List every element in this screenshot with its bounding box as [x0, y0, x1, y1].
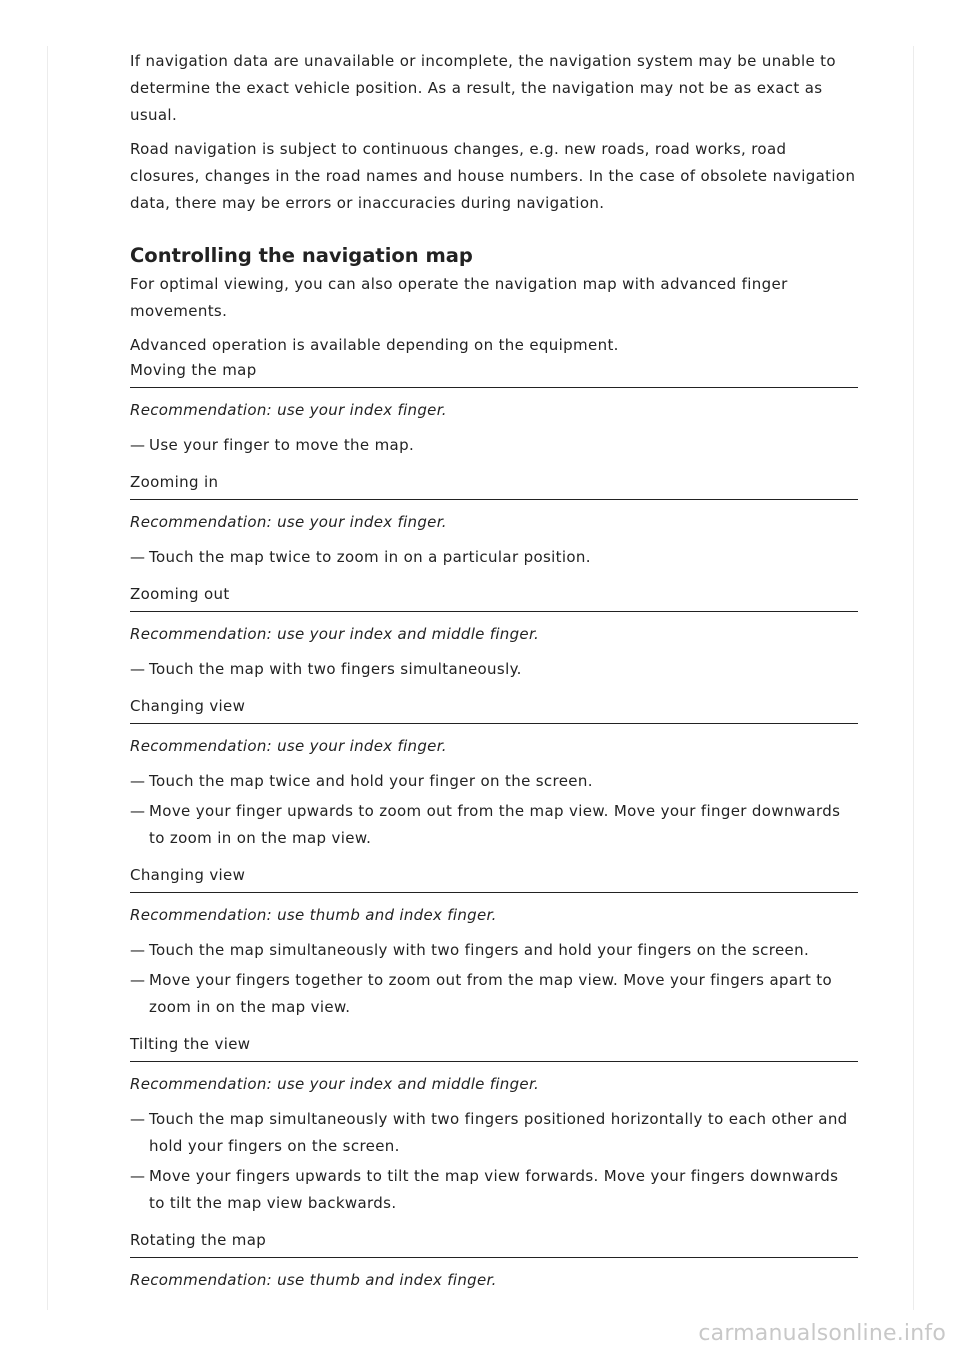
- step-text: Use your finger to move the map.: [149, 436, 415, 454]
- step-text: Touch the map simultaneously with two fingers and hold your fingers on the screen.: [149, 941, 810, 959]
- step-item: [130, 432, 858, 459]
- gesture-section: [130, 1226, 858, 1291]
- gesture-section: [130, 861, 858, 1021]
- dash-bullet: —: [130, 660, 146, 678]
- recommendation: Recommendation: use your index finger.: [130, 737, 447, 755]
- gesture-section: [130, 468, 858, 571]
- dash-bullet: —: [130, 1110, 146, 1128]
- step-item: [130, 967, 858, 1021]
- step-text: Move your fingers together to zoom out from the map view. Move your fingers apart to zoom in on the map view.: [149, 971, 833, 1016]
- dash-bullet: —: [130, 436, 146, 454]
- gesture-section: [130, 356, 858, 459]
- left-margin-rule: [47, 46, 48, 1310]
- step-text: Move your finger upwards to zoom out from the map view. Move your finger downwards to zoom in on the map view.: [149, 802, 841, 847]
- step-item: [130, 656, 858, 683]
- dash-bullet: —: [130, 548, 146, 566]
- step-item: [130, 1163, 858, 1217]
- dash-bullet: —: [130, 1167, 146, 1185]
- step-text: Touch the map simultaneously with two fingers positioned horizontally to each other and hold your fingers on the screen.: [149, 1110, 848, 1155]
- gesture-title: Changing view: [130, 692, 858, 724]
- gesture-section: [130, 692, 858, 852]
- step-item: [130, 937, 858, 964]
- manual-page: [130, 48, 858, 1302]
- step-item: [130, 1106, 858, 1160]
- watermark-logo[interactable]: carmanualsonline.info: [698, 1321, 946, 1346]
- step-item: [130, 798, 858, 852]
- gesture-section: [130, 1030, 858, 1217]
- lead-paragraph-1: For optimal viewing, you can also operate the navigation map with advanced finger movements.: [130, 275, 788, 320]
- lead-paragraph-2: Advanced operation is available depending on the equipment.: [130, 336, 619, 354]
- gesture-title: Zooming in: [130, 468, 858, 500]
- dash-bullet: —: [130, 772, 146, 790]
- recommendation: Recommendation: use your index and middle finger.: [130, 1075, 540, 1093]
- step-text: Touch the map twice to zoom in on a particular position.: [149, 548, 591, 566]
- gesture-title: Rotating the map: [130, 1226, 858, 1258]
- step-text: Move your fingers upwards to tilt the map view forwards. Move your fingers downwards to tilt the map view backwards.: [149, 1167, 839, 1212]
- step-item: [130, 544, 858, 571]
- gesture-section: [130, 580, 858, 683]
- dash-bullet: —: [130, 941, 146, 959]
- intro-paragraph-2: Road navigation is subject to continuous changes, e.g. new roads, road works, road closures, changes in the road names and house numbers. In the case of obsolete navigation data, there may be errors or inaccuracies during navigation.: [130, 140, 856, 212]
- recommendation: Recommendation: use your index and middle finger.: [130, 625, 540, 643]
- recommendation: Recommendation: use your index finger.: [130, 401, 447, 419]
- step-item: [130, 768, 858, 795]
- recommendation: Recommendation: use thumb and index finger.: [130, 906, 497, 924]
- step-text: Touch the map twice and hold your finger on the screen.: [149, 772, 593, 790]
- gesture-title: Tilting the view: [130, 1030, 858, 1062]
- intro-paragraph-1: If navigation data are unavailable or incomplete, the navigation system may be unable to determine the exact vehicle position. As a result, the navigation may not be as exact as usual.: [130, 52, 836, 124]
- step-text: Touch the map with two fingers simultaneously.: [149, 660, 522, 678]
- right-margin-rule: [913, 46, 914, 1310]
- recommendation: Recommendation: use your index finger.: [130, 513, 447, 531]
- gesture-title: Changing view: [130, 861, 858, 893]
- dash-bullet: —: [130, 802, 146, 820]
- gesture-title: Zooming out: [130, 580, 858, 612]
- section-heading: Controlling the navigation map: [130, 244, 473, 267]
- dash-bullet: —: [130, 971, 146, 989]
- gesture-title: Moving the map: [130, 356, 858, 388]
- recommendation: Recommendation: use thumb and index finger.: [130, 1271, 497, 1289]
